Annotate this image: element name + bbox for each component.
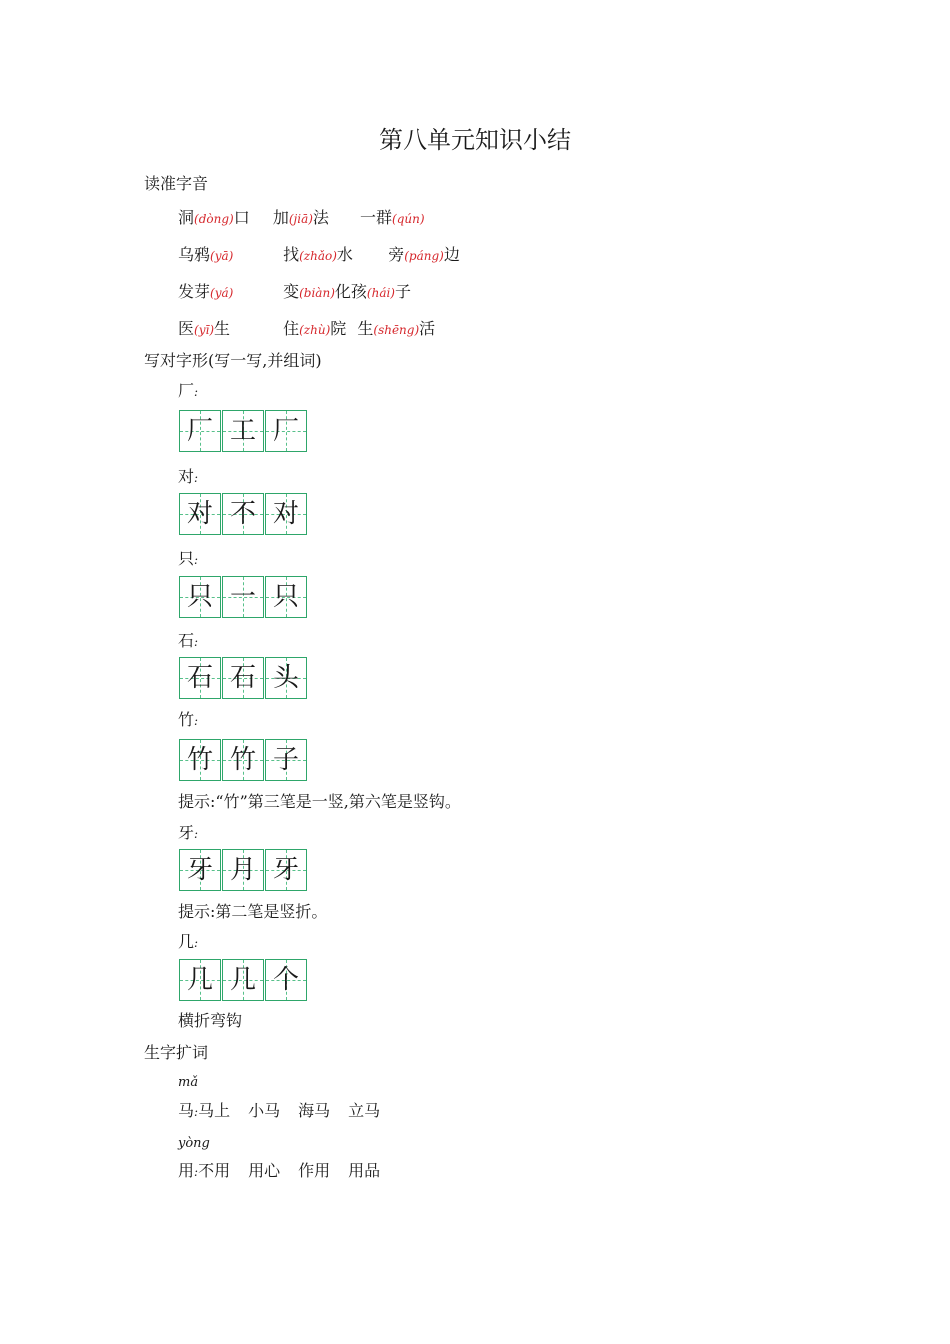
pinyin-annotation: yòng	[178, 1136, 210, 1151]
expand-char: 马	[178, 1101, 195, 1120]
word-group: 生(shēng)活	[357, 319, 436, 338]
expand-words-row: 马:马上 小马 海马 立马	[178, 1101, 381, 1120]
grid-cell: 对	[179, 493, 221, 535]
pinyin-annotation: mǎ	[178, 1075, 199, 1090]
writing-grid	[179, 739, 308, 781]
grid-cell: 头	[265, 657, 307, 699]
word-group: 变(biàn)化	[283, 282, 351, 301]
grid-cell: 个	[265, 959, 307, 1001]
section-heading-read: 读准字音	[144, 174, 209, 193]
word: 海马	[298, 1101, 331, 1120]
grid-cell: 石	[222, 657, 264, 699]
write-label: 竹:	[178, 710, 199, 729]
word-group: 乌鸦(yā)	[178, 245, 234, 264]
expand-char: 用	[178, 1161, 195, 1180]
word-group: 加(jiā)法	[272, 208, 329, 227]
grid-cell: 月	[222, 849, 264, 891]
grid-cell: 子	[265, 739, 307, 781]
grid-cell: 竹	[179, 739, 221, 781]
pinyin-line-4	[178, 318, 435, 341]
grid-cell: 厂	[265, 410, 307, 452]
writing-grid	[179, 959, 308, 1001]
tip-text: 横折弯钩	[178, 1011, 243, 1030]
write-label: 几:	[178, 932, 199, 951]
grid-cell: 一	[222, 576, 264, 618]
tip-text: 提示:“竹”第三笔是一竖,第六笔是竖钩。	[178, 792, 461, 811]
pinyin-line-1	[178, 207, 425, 230]
word: 立马	[348, 1101, 381, 1120]
expand-words-row: 用:不用 用心 作用 用品	[178, 1161, 381, 1180]
writing-grid	[179, 849, 308, 891]
word: 作用	[298, 1161, 331, 1180]
writing-grid	[179, 493, 308, 535]
word-group: 找(zhǎo)水	[283, 245, 353, 264]
write-label: 牙:	[178, 823, 199, 842]
grid-cell: 只	[179, 576, 221, 618]
page-title: 第八单元知识小结	[379, 126, 571, 154]
section-heading-write: 写对字形(写一写,并组词)	[144, 351, 322, 370]
writing-grid	[179, 410, 308, 452]
write-label: 对:	[178, 467, 199, 486]
word: 马上	[198, 1101, 231, 1120]
word-group: 发芽(yá)	[178, 282, 234, 301]
word-group: 住(zhù)院	[283, 319, 347, 338]
pinyin-line-2	[178, 244, 460, 267]
grid-cell: 只	[265, 576, 307, 618]
grid-cell: 不	[222, 493, 264, 535]
pinyin-line-3	[178, 281, 411, 304]
section-heading-expand: 生字扩词	[144, 1043, 209, 1062]
grid-cell: 工	[222, 410, 264, 452]
word: 不用	[198, 1161, 231, 1180]
word-group: 一群(qún)	[360, 208, 425, 227]
grid-cell: 厂	[179, 410, 221, 452]
word: 小马	[248, 1101, 281, 1120]
word-group: 医(yī)生	[178, 319, 231, 338]
word: 用品	[348, 1161, 381, 1180]
grid-cell: 牙	[179, 849, 221, 891]
grid-cell: 对	[265, 493, 307, 535]
grid-cell: 牙	[265, 849, 307, 891]
grid-cell: 石	[179, 657, 221, 699]
word-group: 旁(páng)边	[388, 245, 460, 264]
write-label: 石:	[178, 631, 199, 650]
write-label: 只:	[178, 549, 199, 568]
word-group: 洞(dòng)口	[178, 208, 250, 227]
word-group: 孩(hái)子	[350, 282, 412, 301]
writing-grid	[179, 657, 308, 699]
writing-grid	[179, 576, 308, 618]
write-label: 厂:	[178, 381, 199, 400]
grid-cell: 几	[179, 959, 221, 1001]
grid-cell: 几	[222, 959, 264, 1001]
word: 用心	[248, 1161, 281, 1180]
grid-cell: 竹	[222, 739, 264, 781]
tip-text: 提示:第二笔是竖折。	[178, 902, 328, 921]
